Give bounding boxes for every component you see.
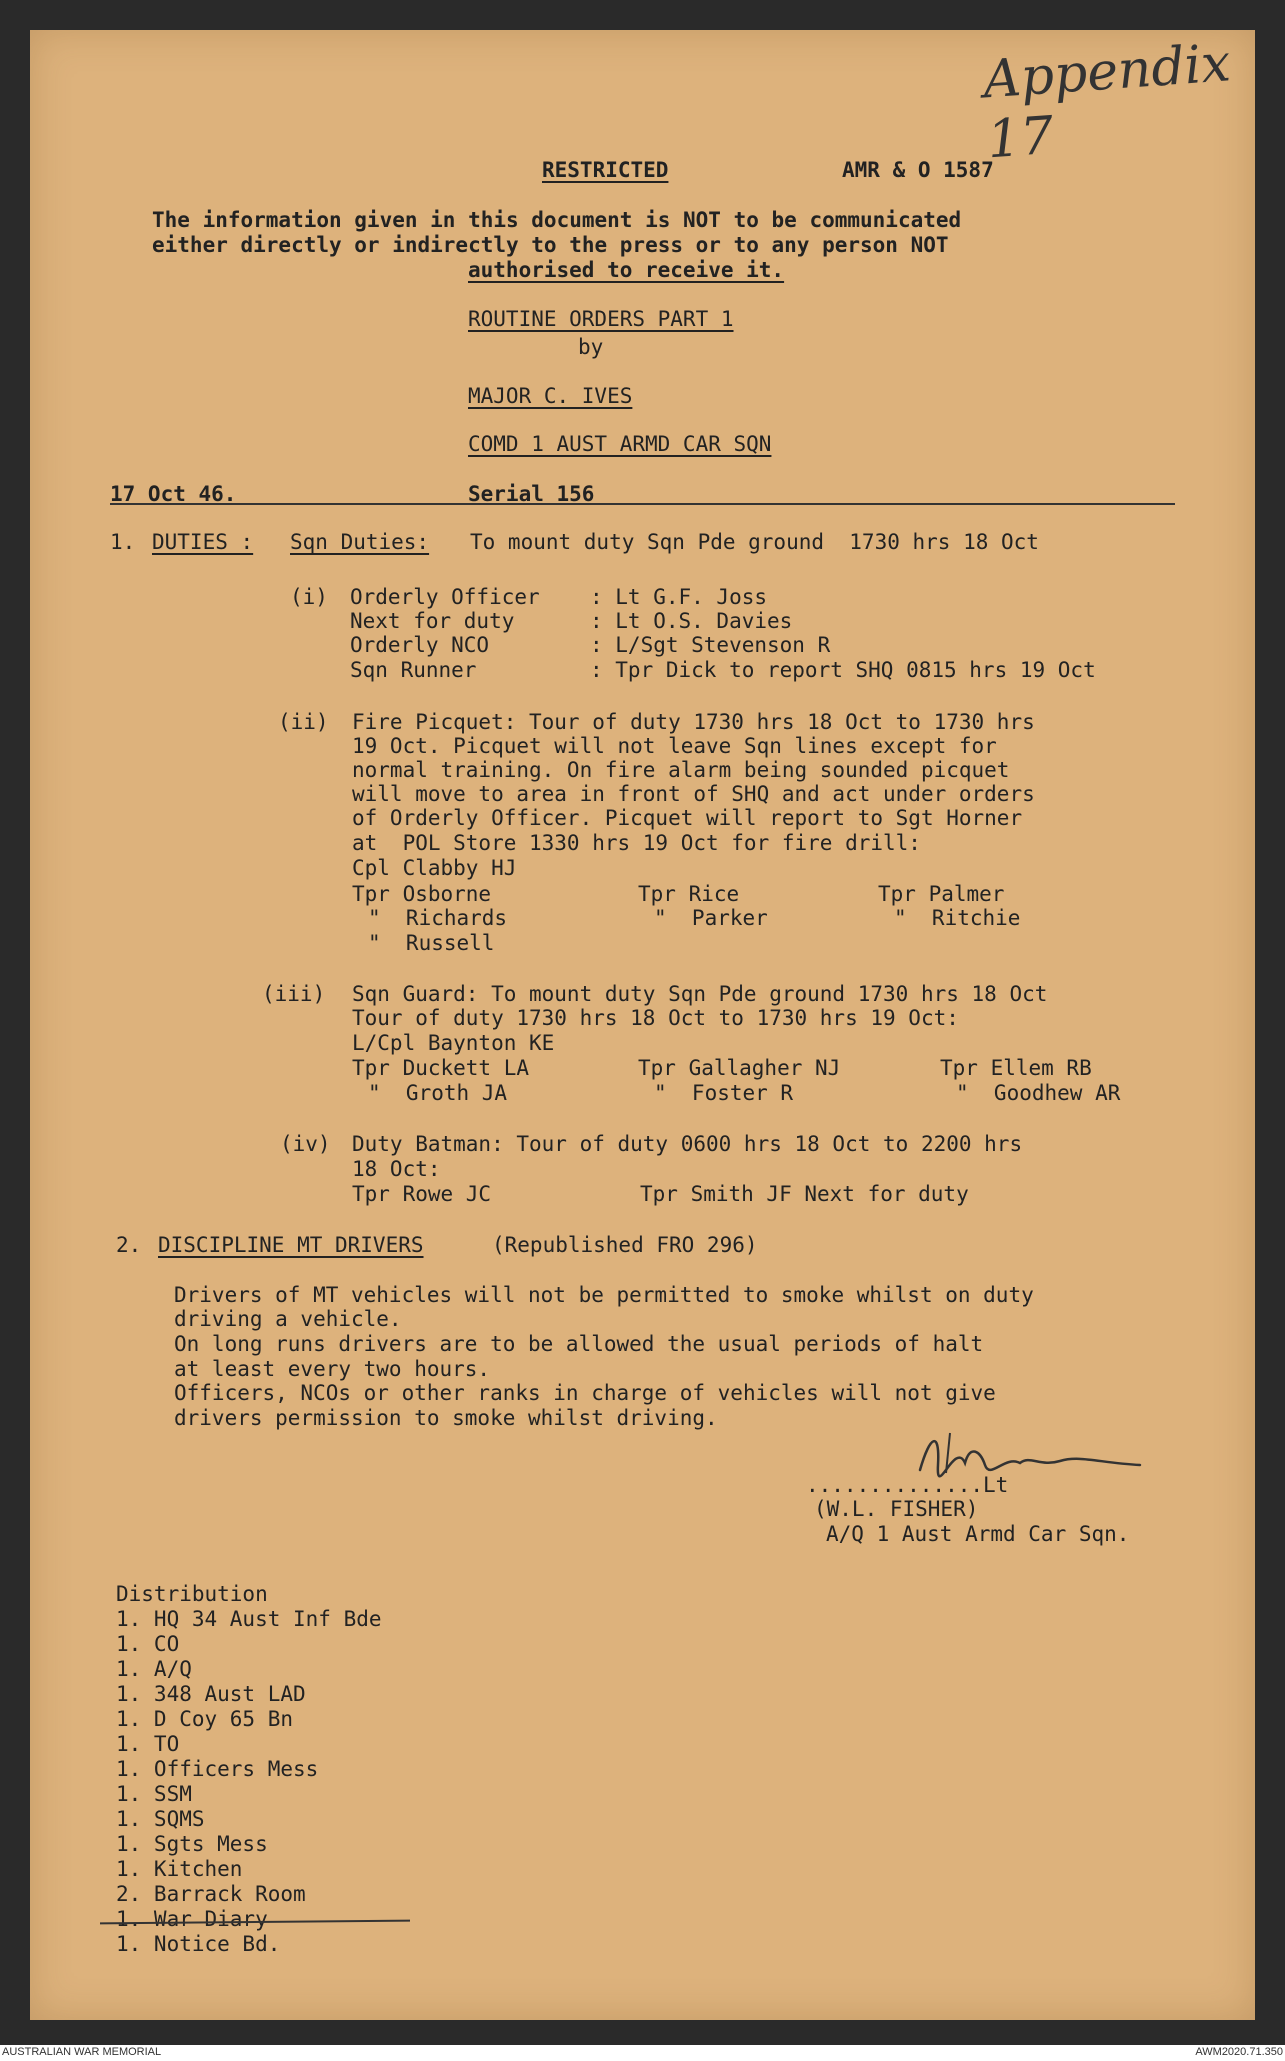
- unit-name: COMD 1 AUST ARMD CAR SQN: [468, 432, 772, 456]
- duty-role: Sqn Runner: [350, 658, 540, 682]
- orders-by: by: [578, 335, 604, 359]
- picquet-text: normal training. On fire alarm being sounded picquet: [352, 758, 1010, 782]
- signatory-name: (W.L. FISHER): [814, 1497, 979, 1521]
- warning-line-3: authorised to receive it.: [468, 258, 785, 282]
- picquet-text: at POL Store 1330 hrs 19 Oct for fire drill:: [352, 831, 921, 855]
- distribution-item: 2. Barrack Room: [116, 1882, 306, 1906]
- subsection-number: (iii): [262, 982, 326, 1006]
- officer-name: MAJOR C. IVES: [468, 384, 633, 408]
- name-entry: Tpr Palmer: [878, 882, 1005, 906]
- batman-text: Duty Batman: Tour of duty 0600 hrs 18 Oct to 2200 hrs: [352, 1132, 1023, 1156]
- picquet-text: Cpl Clabby HJ: [352, 856, 517, 880]
- name-entry: Tpr Ellem RB: [940, 1056, 1092, 1080]
- duty-assignee: : Tpr Dick to report SHQ 0815 hrs 19 Oct: [590, 658, 1096, 682]
- name-entry: Tpr Duckett LA: [352, 1056, 530, 1080]
- name-entry: Tpr Rowe JC: [352, 1182, 492, 1206]
- footer: [0, 2045, 1285, 2061]
- guard-text: Sqn Guard: To mount duty Sqn Pde ground 1730 hrs 18 Oct: [352, 982, 1048, 1006]
- duty-assignee: : L/Sgt Stevenson R: [590, 633, 831, 657]
- distribution-item: 1. SQMS: [116, 1807, 205, 1831]
- batman-text: 18 Oct:: [352, 1157, 441, 1181]
- distribution-item: 1. Kitchen: [116, 1857, 243, 1881]
- duty-assignee: : Lt O.S. Davies: [590, 609, 793, 633]
- discipline-text: Officers, NCOs or other ranks in charge of vehicles will not give: [174, 1381, 996, 1405]
- distribution-item: 1. HQ 34 Aust Inf Bde: [116, 1607, 382, 1631]
- discipline-text: drivers permission to smoke whilst driving.: [174, 1406, 718, 1430]
- distribution-heading: Distribution: [116, 1582, 268, 1606]
- duty-role: Orderly Officer: [350, 585, 540, 609]
- name-entry: Tpr Osborne: [352, 882, 492, 906]
- name-entry: " Parker: [654, 906, 768, 930]
- sqn-duties-text: To mount duty Sqn Pde ground 1730 hrs 18 Oct: [470, 530, 1039, 554]
- name-entry: Tpr Rice: [638, 882, 740, 906]
- subsection-number: (iv): [280, 1132, 331, 1156]
- name-entry: Tpr Smith JF Next for duty: [640, 1182, 969, 1206]
- duties-heading: DUTIES :: [152, 530, 254, 554]
- picquet-text: Fire Picquet: Tour of duty 1730 hrs 18 Oct to 1730 hrs: [352, 710, 1035, 734]
- discipline-text: at least every two hours.: [174, 1357, 491, 1381]
- warning-line-1: The information given in this document is NOT to be communicated: [152, 208, 962, 232]
- guard-text: Tour of duty 1730 hrs 18 Oct to 1730 hrs 19 Oct:: [352, 1006, 959, 1030]
- duty-role: Orderly NCO: [350, 633, 540, 657]
- distribution-item: 1. D Coy 65 Bn: [116, 1707, 294, 1731]
- section-number: 2.: [116, 1233, 142, 1257]
- distribution-item: 1. TO: [116, 1732, 180, 1756]
- name-entry: Tpr Gallagher NJ: [638, 1056, 841, 1080]
- warning-line-2: either directly or indirectly to the press or to any person NOT: [152, 233, 949, 257]
- classification: RESTRICTED: [542, 158, 669, 182]
- discipline-note: (Republished FRO 296): [492, 1233, 758, 1257]
- discipline-heading: DISCIPLINE MT DRIVERS: [158, 1233, 424, 1257]
- section-number: 1.: [110, 530, 136, 554]
- guard-text: L/Cpl Baynton KE: [352, 1031, 555, 1055]
- distribution-item: 1. CO: [116, 1632, 180, 1656]
- reference-number: AMR & O 1587: [842, 158, 994, 182]
- name-entry: " Foster R: [654, 1081, 794, 1105]
- signature-line: ..............Lt: [806, 1473, 1009, 1497]
- distribution-item: 1. Officers Mess: [116, 1757, 319, 1781]
- distribution-item: 1. A/Q: [116, 1657, 192, 1681]
- picquet-text: 19 Oct. Picquet will not leave Sqn lines except for: [352, 734, 997, 758]
- discipline-text: driving a vehicle.: [174, 1307, 402, 1331]
- picquet-text: of Orderly Officer. Picquet will report to Sgt Horner: [352, 806, 1023, 830]
- signatory-role: A/Q 1 Aust Armd Car Sqn.: [826, 1522, 1130, 1546]
- duty-assignee: : Lt G.F. Joss: [590, 585, 768, 609]
- serial-number: Serial 156: [468, 482, 595, 506]
- name-entry: " Goodhew AR: [956, 1081, 1121, 1105]
- name-entry: " Richards: [368, 906, 508, 930]
- discipline-text: On long runs drivers are to be allowed the usual periods of halt: [174, 1332, 984, 1356]
- distribution-item: 1. Notice Bd.: [116, 1932, 281, 1956]
- orders-title: ROUTINE ORDERS PART 1: [468, 307, 734, 331]
- distribution-item: 1. Sgts Mess: [116, 1832, 268, 1856]
- footer-source: AUSTRALIAN WAR MEMORIAL: [2, 2046, 162, 2058]
- distribution-item-struck: 1. War Diary: [116, 1907, 268, 1931]
- name-entry: " Groth JA: [368, 1081, 508, 1105]
- subsection-number: (ii): [278, 710, 329, 734]
- footer-accession: AWM2020.71.350: [1195, 2046, 1283, 2058]
- handwritten-annotation: Appendix 17: [981, 33, 1233, 171]
- discipline-text: Drivers of MT vehicles will not be permitted to smoke whilst on duty: [174, 1283, 1034, 1307]
- name-entry: " Ritchie: [894, 906, 1021, 930]
- distribution-item: 1. SSM: [116, 1782, 192, 1806]
- distribution-item: 1. 348 Aust LAD: [116, 1682, 306, 1706]
- divider-line: [110, 503, 1175, 505]
- picquet-text: will move to area in front of SHQ and act under orders: [352, 782, 1035, 806]
- name-entry: " Russell: [368, 931, 495, 955]
- sqn-duties-label: Sqn Duties:: [290, 530, 430, 554]
- order-date: 17 Oct 46.: [110, 482, 237, 506]
- subsection-number: (i): [290, 585, 328, 609]
- duty-role: Next for duty: [350, 609, 540, 633]
